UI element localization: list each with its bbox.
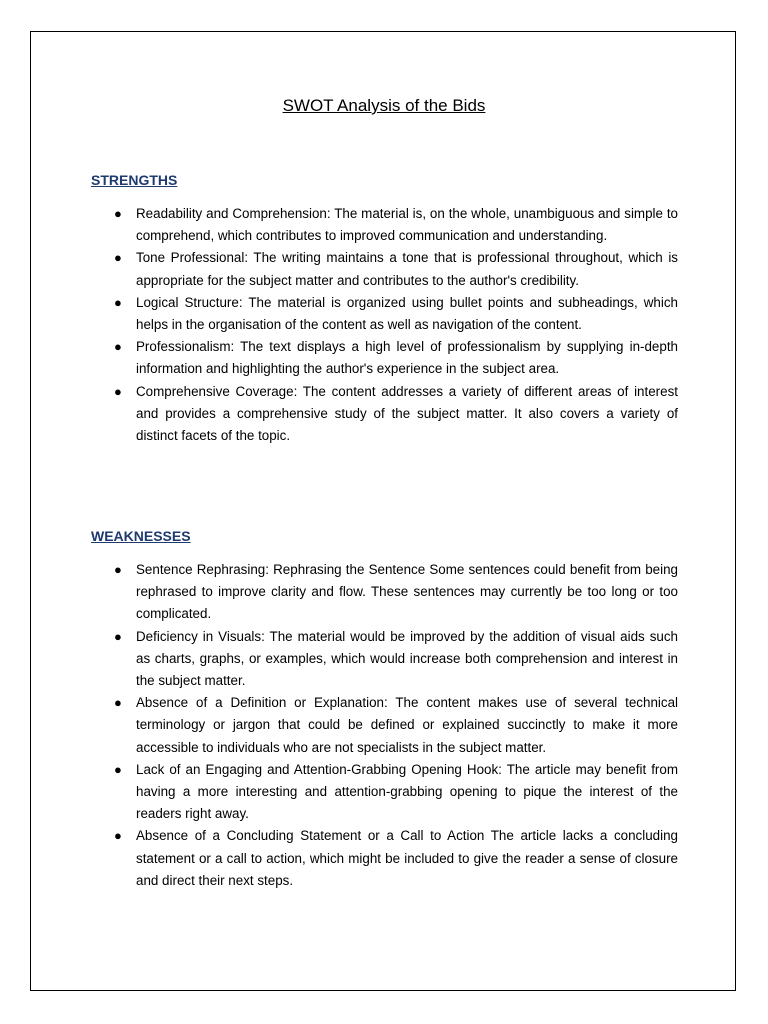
- strength-item: [110, 203, 678, 247]
- strengths-list: [110, 203, 678, 447]
- weakness-item: [110, 559, 678, 626]
- bullet-icon: ●: [114, 828, 122, 844]
- weakness-item-text: Absence of a Concluding Statement or a Call to Action The article lacks a concluding statement or a call to action, which might be included to give the reader a sense of closure and direct their next steps.: [136, 828, 678, 888]
- weakness-item-text: Sentence Rephrasing: Rephrasing the Sentence Some sentences could benefit from being rephrased to improve clarity and flow. These sentences may currently be too long or too complicated.: [136, 562, 678, 622]
- strength-item: [110, 292, 678, 336]
- weakness-item: [110, 626, 678, 693]
- bullet-icon: ●: [114, 206, 122, 221]
- bullet-icon: ●: [114, 250, 122, 266]
- bullet-icon: ●: [114, 761, 122, 777]
- bullet-icon: ●: [114, 339, 122, 355]
- bullet-icon: ●: [114, 294, 122, 310]
- weakness-item-text: Lack of an Engaging and Attention-Grabbing Opening Hook: The article may benefit from having a more interesting and attention-grabbing opening to pique the interest of the readers right away.: [136, 761, 678, 822]
- weakness-item-text: Absence of a Definition or Explanation: The content makes use of several technical terminology or jargon that could be defined or explained succinctly to make it more accessible to individuals who are not specialists in the subject matter.: [136, 695, 678, 755]
- strengths-heading: STRENGTHS: [91, 172, 178, 188]
- weakness-item: [110, 692, 678, 759]
- strength-item: [110, 336, 678, 380]
- strength-item-text: Readability and Comprehension: The material is, on the whole, unambiguous and simple to comprehend, which contributes to improved communication and understanding.: [136, 206, 678, 244]
- strength-item: [110, 381, 678, 448]
- bullet-icon: ●: [114, 562, 122, 577]
- strength-item-text: Logical Structure: The material is organized using bullet points and subheadings, which helps in the organisation of the content as well as navigation of the content.: [136, 294, 678, 333]
- weakness-item: [110, 759, 678, 826]
- strength-item-text: Comprehensive Coverage: The content addresses a variety of different areas of interest and provides a comprehensive study of the subject matter. It also covers a variety of distinct facets of the topic.: [136, 383, 678, 444]
- strength-item: [110, 247, 678, 291]
- bullet-icon: ●: [114, 628, 122, 644]
- weaknesses-list: [110, 559, 678, 892]
- strength-item-text: Tone Professional: The writing maintains a tone that is professional throughout, which is appropriate for the subject matter and contributes to the author's credibility.: [136, 250, 678, 288]
- bullet-icon: ●: [114, 383, 122, 399]
- bullet-icon: ●: [114, 695, 122, 711]
- weakness-item: [110, 825, 678, 892]
- weaknesses-heading: WEAKNESSES: [91, 528, 191, 544]
- document-title: SWOT Analysis of the Bids: [282, 96, 486, 115]
- strength-item-text: Professionalism: The text displays a high level of professionalism by supplying in-depth information and highlighting the author's experience in the subject area.: [136, 339, 678, 377]
- weakness-item-text: Deficiency in Visuals: The material would be improved by the addition of visual aids such as charts, graphs, or examples, which would increase both comprehension and interest in the subject matter.: [136, 628, 678, 689]
